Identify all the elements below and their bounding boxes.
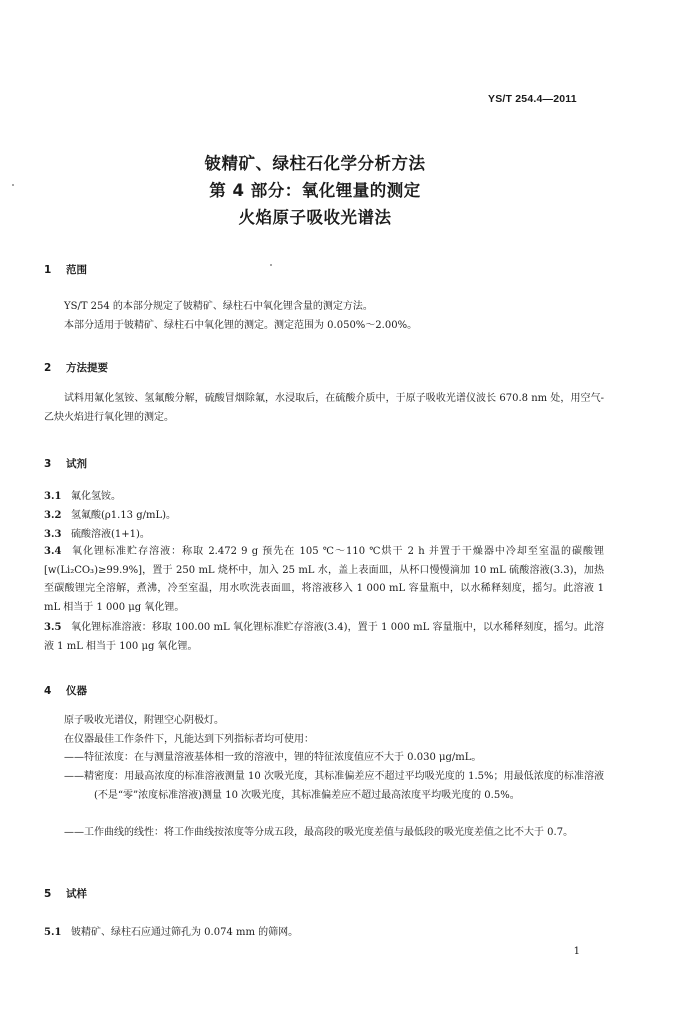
title-line-2: 第 4 部分：氧化锂量的测定 — [209, 181, 421, 200]
section-2-heading — [44, 360, 108, 375]
dash-item: ——特征浓度：在与测量溶液基体相一致的溶液中，锂的特征浓度值应不大于 0.030 μg/mL。 — [64, 752, 482, 763]
list-item — [44, 543, 604, 617]
paragraph: 试料用氟化氢铵、氢氟酸分解，硫酸冒烟除氟，水浸取后，在硫酸介质中，于原子吸收光谱仪波长 670.8 nm 处，用空气-乙炔火焰进行氧化锂的测定。 — [44, 393, 604, 423]
list-item — [44, 619, 604, 656]
section-4-heading — [44, 683, 87, 698]
section-number: 5 — [44, 888, 52, 900]
item-text: 氟化氢铵。 — [71, 491, 121, 502]
paragraph: 原子吸收光谱仪，附锂空心阴极灯。 — [64, 715, 224, 726]
item-number: 3.1 — [44, 491, 62, 502]
section-number: 1 — [44, 264, 52, 276]
item-text: 铍精矿、绿柱石应通过筛孔为 0.074 mm 的筛网。 — [71, 927, 299, 938]
item-text: 硫酸溶液(1+1)。 — [71, 529, 150, 540]
section-3-heading — [44, 456, 87, 471]
item-number: 5.1 — [44, 927, 62, 938]
section-title: 试剂 — [66, 458, 87, 470]
item-text: 氧化锂标准贮存溶液：称取 2.472 9 g 预先在 105 ℃～110 ℃烘干 2 h 并置于干燥器中冷却至室温的碳酸锂[w(Li₂CO₃)≥99.9%]，置于 250 mL 烧杯中，加入 25 mL 水，盖上表面皿，从杯口慢慢滴加 10 mL 硫酸溶液(3.3)，加热至碳酸锂完全溶解，煮沸，冷至室温，用水吹洗表面皿，将溶液移入 1 000 mL 容量瓶中，以水稀释刻度，摇匀。此溶液 1 mL 相当于 1 000 μg 氧化锂。 — [44, 546, 604, 613]
item-number: 3.2 — [44, 510, 62, 521]
item-number: 3.3 — [44, 529, 62, 540]
list-item — [44, 509, 176, 523]
section-title: 仪器 — [66, 685, 87, 697]
section-number: 2 — [44, 362, 52, 374]
title-line-3: 火焰原子吸收光谱法 — [238, 208, 392, 227]
section-number: 4 — [44, 685, 52, 697]
list-item — [44, 926, 298, 940]
section-5-heading — [44, 886, 87, 901]
item-number: 3.4 — [44, 546, 62, 557]
page-number: 1 — [573, 946, 580, 957]
section-title: 范围 — [66, 264, 87, 276]
paragraph: YS/T 254 的本部分规定了铍精矿、绿柱石中氧化锂含量的测定方法。 — [64, 301, 373, 312]
list-item — [44, 528, 150, 542]
paragraph: 在仪器最佳工作条件下，凡能达到下列指标者均可使用： — [64, 734, 314, 745]
section-title: 方法提要 — [66, 362, 108, 374]
section-1-heading — [44, 262, 87, 277]
list-item — [44, 490, 121, 504]
title-line-1: 铍精矿、绿柱石化学分析方法 — [204, 154, 426, 173]
item-number: 3.5 — [44, 622, 62, 633]
section-title: 试样 — [66, 888, 87, 900]
scan-speck — [270, 264, 272, 266]
standard-id: YS/T 254.4—2011 — [488, 93, 577, 105]
scan-speck — [12, 184, 14, 186]
paragraph: 本部分适用于铍精矿、绿柱石中氧化锂的测定。测定范围为 0.050%～2.00%。 — [64, 320, 418, 331]
section-number: 3 — [44, 458, 52, 470]
item-text: 氧化锂标准溶液：移取 100.00 mL 氧化锂标准贮存溶液(3.4)，置于 1 000 mL 容量瓶中，以水稀释刻度，摇匀。此溶液 1 mL 相当于 100 μg 氧化锂。 — [44, 622, 604, 652]
item-text: 氢氟酸(ρ1.13 g/mL)。 — [71, 510, 177, 521]
dash-item: ——精密度：用最高浓度的标准溶液测量 10 次吸光度，其标准偏差应不超过平均吸光度的 1.5%；用最低浓度的标准溶液(不是“零”浓度标准溶液)测量 10 次吸光度，其标准偏差应不超过最高浓度平均吸光度的 0.5%。 — [64, 771, 604, 801]
dash-item: ——工作曲线的线性：将工作曲线按浓度等分成五段，最高段的吸光度差值与最低段的吸光度差值之比不大于 0.7。 — [64, 827, 574, 838]
